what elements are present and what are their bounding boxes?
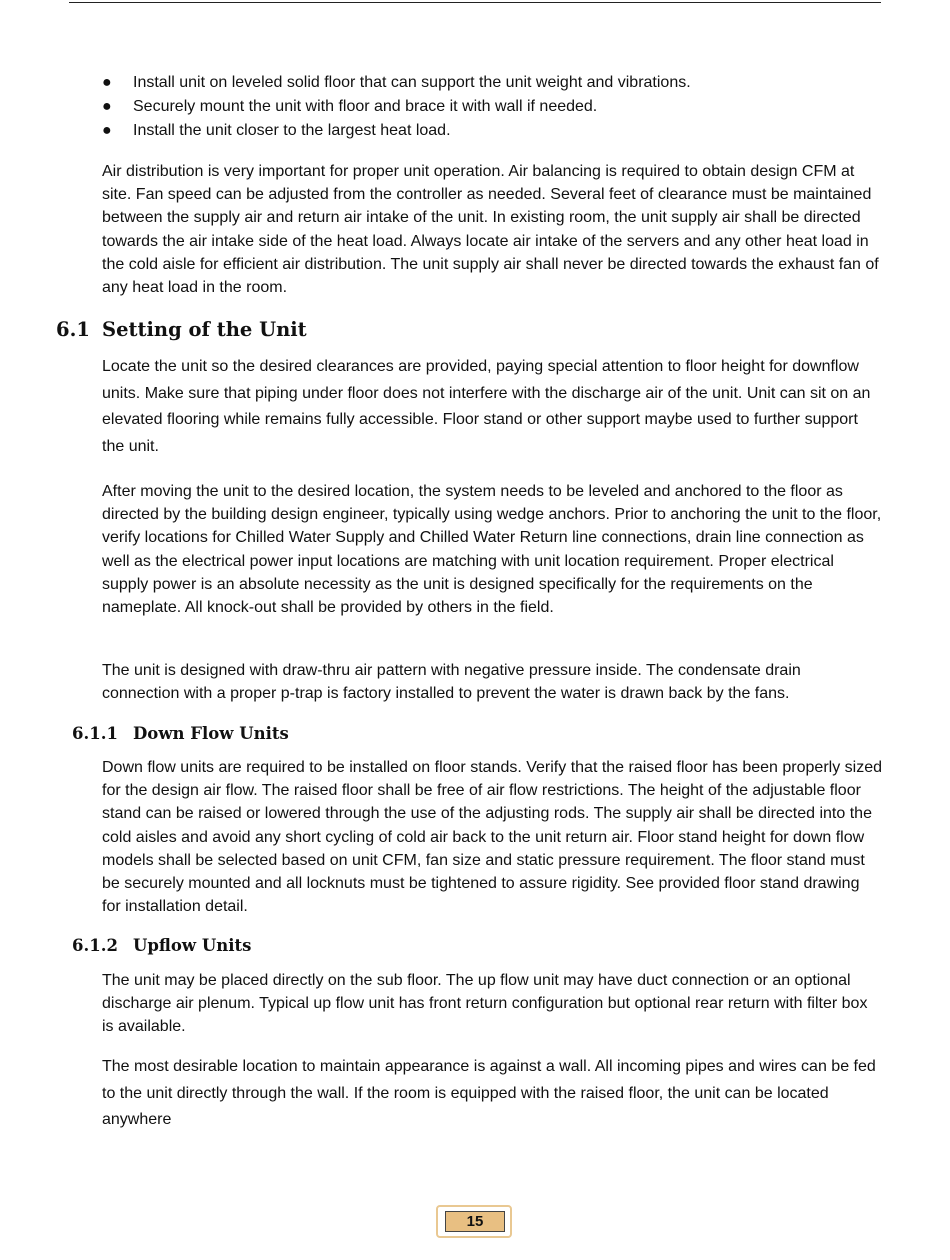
upflow-paragraph-2: The most desirable location to maintain appearance is against a wall. All incoming pipes and wires can be fed to the unit directly through the wall. If the room is equipped with the raised floor, the unit can be located anywhere xyxy=(102,1058,876,1129)
bullet-icon: ● xyxy=(102,74,112,91)
bullet-text: Securely mount the unit with floor and brace it with wall if needed. xyxy=(133,98,598,115)
setting-paragraph-1: Locate the unit so the desired clearances are provided, paying special attention to floor height for downflow units. Make sure that piping under floor does not interfere with the discharge air of the unit. Unit can sit on an elevated flooring while remains fully accessible. Floor stand or other support maybe used to further support the unit. xyxy=(102,358,871,456)
bullet-icon: ● xyxy=(102,98,112,115)
section-heading-6-1 xyxy=(56,316,307,344)
bullet-text: Install unit on leveled solid floor that can support the unit weight and vibrations. xyxy=(133,74,691,91)
setting-paragraph-2: After moving the unit to the desired location, the system needs to be leveled and anchored to the floor as directed by the building design engineer, typically using wedge anchors. Prior to anchoring the unit to the floor, verify locations for Chilled Water Supply and Chilled Water Return line connections, drain line connection as well as the electrical power input locations are matching with unit location requirement. Proper electrical supply power is an absolute necessity as the unit is designed specifically for the requirements on the nameplate. All knock-out shall be provided by others in the field. xyxy=(102,483,882,617)
page-number: 15 xyxy=(445,1211,505,1232)
section-heading-6-1-1 xyxy=(72,722,289,746)
subsection-number: 6.1.2 xyxy=(72,936,118,955)
subsection-title: Down Flow Units xyxy=(133,724,289,743)
section-title: Setting of the Unit xyxy=(102,318,307,341)
bullet-item xyxy=(102,71,882,95)
section-heading-6-1-2 xyxy=(72,934,251,958)
down-flow-paragraph: Down flow units are required to be installed on floor stands. Verify that the raised floor has been properly sized for the design air flow. The raised floor shall be free of air flow restrictions. The height of the adjustable floor stand can be raised or lowered through the use of the adjusting rods. The supply air shall be directed into the cold aisles and avoid any short cycling of cold air back to the unit return air. Floor stand height for down flow models shall be selected based on unit CFM, fan size and static pressure requirement. The floor stand must be securely mounted and all locknuts must be tightened to assure rigidity. See provided floor stand drawing for installation detail. xyxy=(102,759,882,916)
bullet-text: Install the unit closer to the largest heat load. xyxy=(133,122,451,139)
header-rule xyxy=(69,2,881,3)
subsection-number: 6.1.1 xyxy=(72,724,118,743)
installation-bullet-list xyxy=(102,71,882,143)
section-number: 6.1 xyxy=(56,318,90,341)
bullet-item xyxy=(102,95,882,119)
setting-paragraph-3: The unit is designed with draw-thru air pattern with negative pressure inside. The condensate drain connection with a proper p-trap is factory installed to prevent the water is drawn back by the fans. xyxy=(102,662,801,703)
bullet-item xyxy=(102,119,882,143)
bullet-icon: ● xyxy=(102,122,112,139)
subsection-title: Upflow Units xyxy=(133,936,252,955)
page-number-badge xyxy=(436,1205,512,1238)
air-distribution-paragraph: Air distribution is very important for proper unit operation. Air balancing is required to obtain design CFM at site. Fan speed can be adjusted from the controller as needed. Several feet of clearance must be maintained between the supply air and return air intake of the unit. In existing room, the unit supply air shall be directed towards the air intake side of the heat load. Always locate air intake of the servers and any other heat load in the cold aisle for efficient air distribution. The unit supply air shall never be directed towards the exhaust fan of any heat load in the room. xyxy=(102,163,879,297)
upflow-paragraph-1: The unit may be placed directly on the sub floor. The up flow unit may have duct connection or an optional discharge air plenum. Typical up flow unit has front return configuration but optional rear return with filter box is available. xyxy=(102,972,868,1036)
